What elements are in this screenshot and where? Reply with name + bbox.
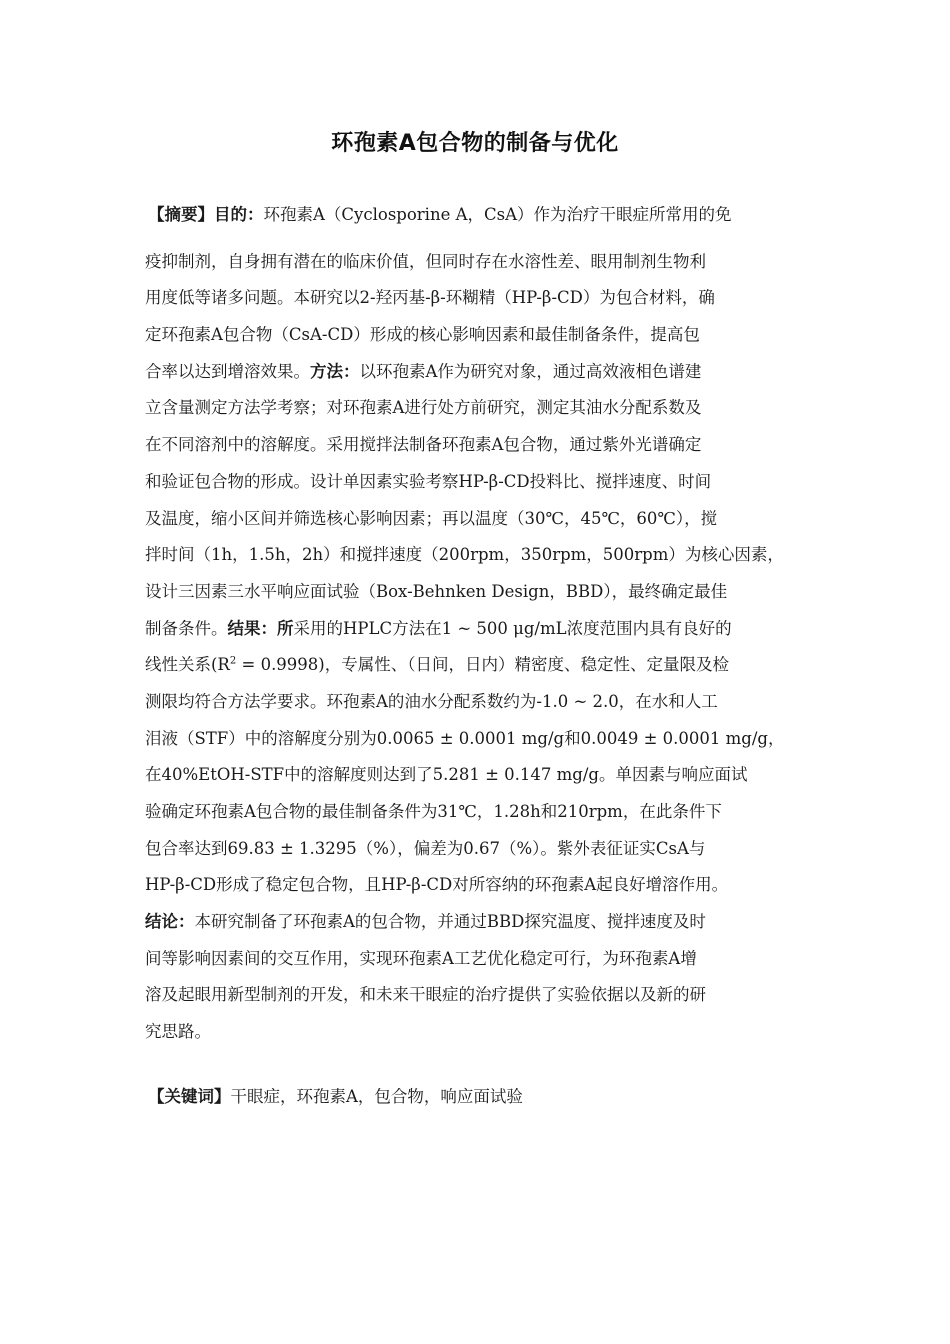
abstract-line [145, 360, 813, 397]
abstract-text: 及温度，缩小区间并筛选核心影响因素；再以温度（30℃，45℃，60℃），搅 [145, 508, 718, 528]
abstract-line [145, 837, 813, 874]
abstract-text: 在不同溶剂中的溶解度。采用搅拌法制备环孢素A包合物，通过紫外光谱确定 [145, 435, 702, 455]
abstract-text: 设计三因素三水平响应面试验（Box-Behnken Design，BBD），最终确定最佳 [145, 581, 728, 601]
abstract-text: 用度低等诸多问题。本研究以2-羟丙基-β-环糊精（HP-β-CD）为包合材料，确 [145, 288, 715, 308]
abstract-line [145, 653, 813, 690]
results-label: 结果：所 [227, 618, 294, 638]
abstract-line [145, 727, 813, 764]
abstract-text: 包合率达到69.83 ± 1.3295（%），偏差为0.67（%）。紫外表征证实CsA与 [145, 838, 706, 858]
abstract-text: 测限均符合方法学要求。环孢素A的油水分配系数约为-1.0 ~ 2.0，在水和人工 [145, 691, 718, 711]
abstract-text: 本研究制备了环孢素A的包合物，并通过BBD探究温度、搅拌速度及时 [194, 912, 706, 932]
abstract-line [145, 323, 813, 360]
keywords [145, 1085, 813, 1109]
abstract-line [145, 763, 813, 800]
abstract-line [145, 396, 813, 433]
abstract-text: 合率以达到增溶效果。 [145, 361, 310, 381]
abstract-text: 线性关系(R [145, 655, 230, 675]
abstract-line [145, 800, 813, 837]
abstract-text: HP-β-CD形成了稳定包合物，且HP-β-CD对所容纳的环孢素A起良好增溶作用。 [145, 875, 729, 895]
abstract-line [145, 433, 813, 470]
abstract-text: 间等影响因素间的交互作用，实现环孢素A工艺优化稳定可行，为环孢素A增 [145, 948, 697, 968]
abstract-line [145, 947, 813, 984]
methods-label: 方法： [310, 361, 360, 381]
abstract [145, 203, 813, 1057]
abstract-line [145, 983, 813, 1020]
abstract-text: 疫抑制剂，自身拥有潜在的临床价值，但同时存在水溶性差、眼用制剂生物利 [145, 251, 706, 271]
abstract-line [145, 617, 813, 654]
document-title: 环孢素A包合物的制备与优化 [331, 131, 619, 156]
abstract-text: 验确定环孢素A包合物的最佳制备条件为31℃，1.28h和210rpm，在此条件下 [145, 802, 722, 821]
abstract-text: 拌时间（1h，1.5h，2h）和搅拌速度（200rpm，350rpm，500rpm）为核心因素， [145, 545, 784, 565]
abstract-heading: 【摘要】 [148, 205, 214, 224]
abstract-line [145, 250, 813, 287]
abstract-line [145, 1020, 813, 1057]
abstract-text: 制备条件。 [145, 618, 228, 638]
abstract-text: 究思路。 [145, 1022, 211, 1042]
abstract-line [145, 543, 813, 580]
abstract-text: 溶及起眼用新型制剂的开发，和未来干眼症的治疗提供了实验依据以及新的研 [145, 985, 706, 1005]
abstract-line [145, 470, 813, 507]
abstract-text: 以环孢素A作为研究对象，通过高效液相色谱建 [359, 361, 702, 381]
abstract-text: 在40%EtOH-STF中的溶解度则达到了5.281 ± 0.147 mg/g。单因素与响应面试 [145, 765, 748, 785]
abstract-text: 定环孢素A包合物（CsA-CD）形成的核心影响因素和最佳制备条件，提高包 [145, 325, 700, 345]
keywords-label: 【关键词】 [148, 1087, 231, 1106]
abstract-line [145, 690, 813, 727]
objective-label: 目的： [214, 205, 264, 224]
abstract-line [145, 910, 813, 947]
abstract-line [145, 507, 813, 544]
abstract-text: 泪液（STF）中的溶解度分别为0.0065 ± 0.0001 mg/g和0.0049 ± 0.0001 mg/g， [145, 728, 785, 748]
abstract-line [145, 286, 813, 323]
abstract-line [145, 203, 813, 240]
conclusion-label: 结论： [145, 912, 195, 932]
keywords-text: 干眼症，环孢素A，包合物，响应面试验 [230, 1087, 523, 1106]
abstract-text: 环孢素A（Cyclosporine A，CsA）作为治疗干眼症所常用的免 [263, 205, 732, 224]
abstract-text: 和验证包合物的形成。设计单因素实验考察HP-β-CD投料比、搅拌速度、时间 [145, 471, 712, 491]
superscript: 2 [229, 655, 237, 667]
abstract-text: 立含量测定方法学考察；对环孢素A进行处方前研究，测定其油水分配系数及 [145, 398, 702, 418]
abstract-text: = 0.9998)，专属性、（日间，日内）精密度、稳定性、定量限及检 [236, 655, 729, 675]
abstract-line [145, 873, 813, 910]
abstract-text: 采用的HPLC方法在1 ~ 500 μg/mL浓度范围内具有良好的 [293, 618, 732, 638]
abstract-line [145, 580, 813, 617]
